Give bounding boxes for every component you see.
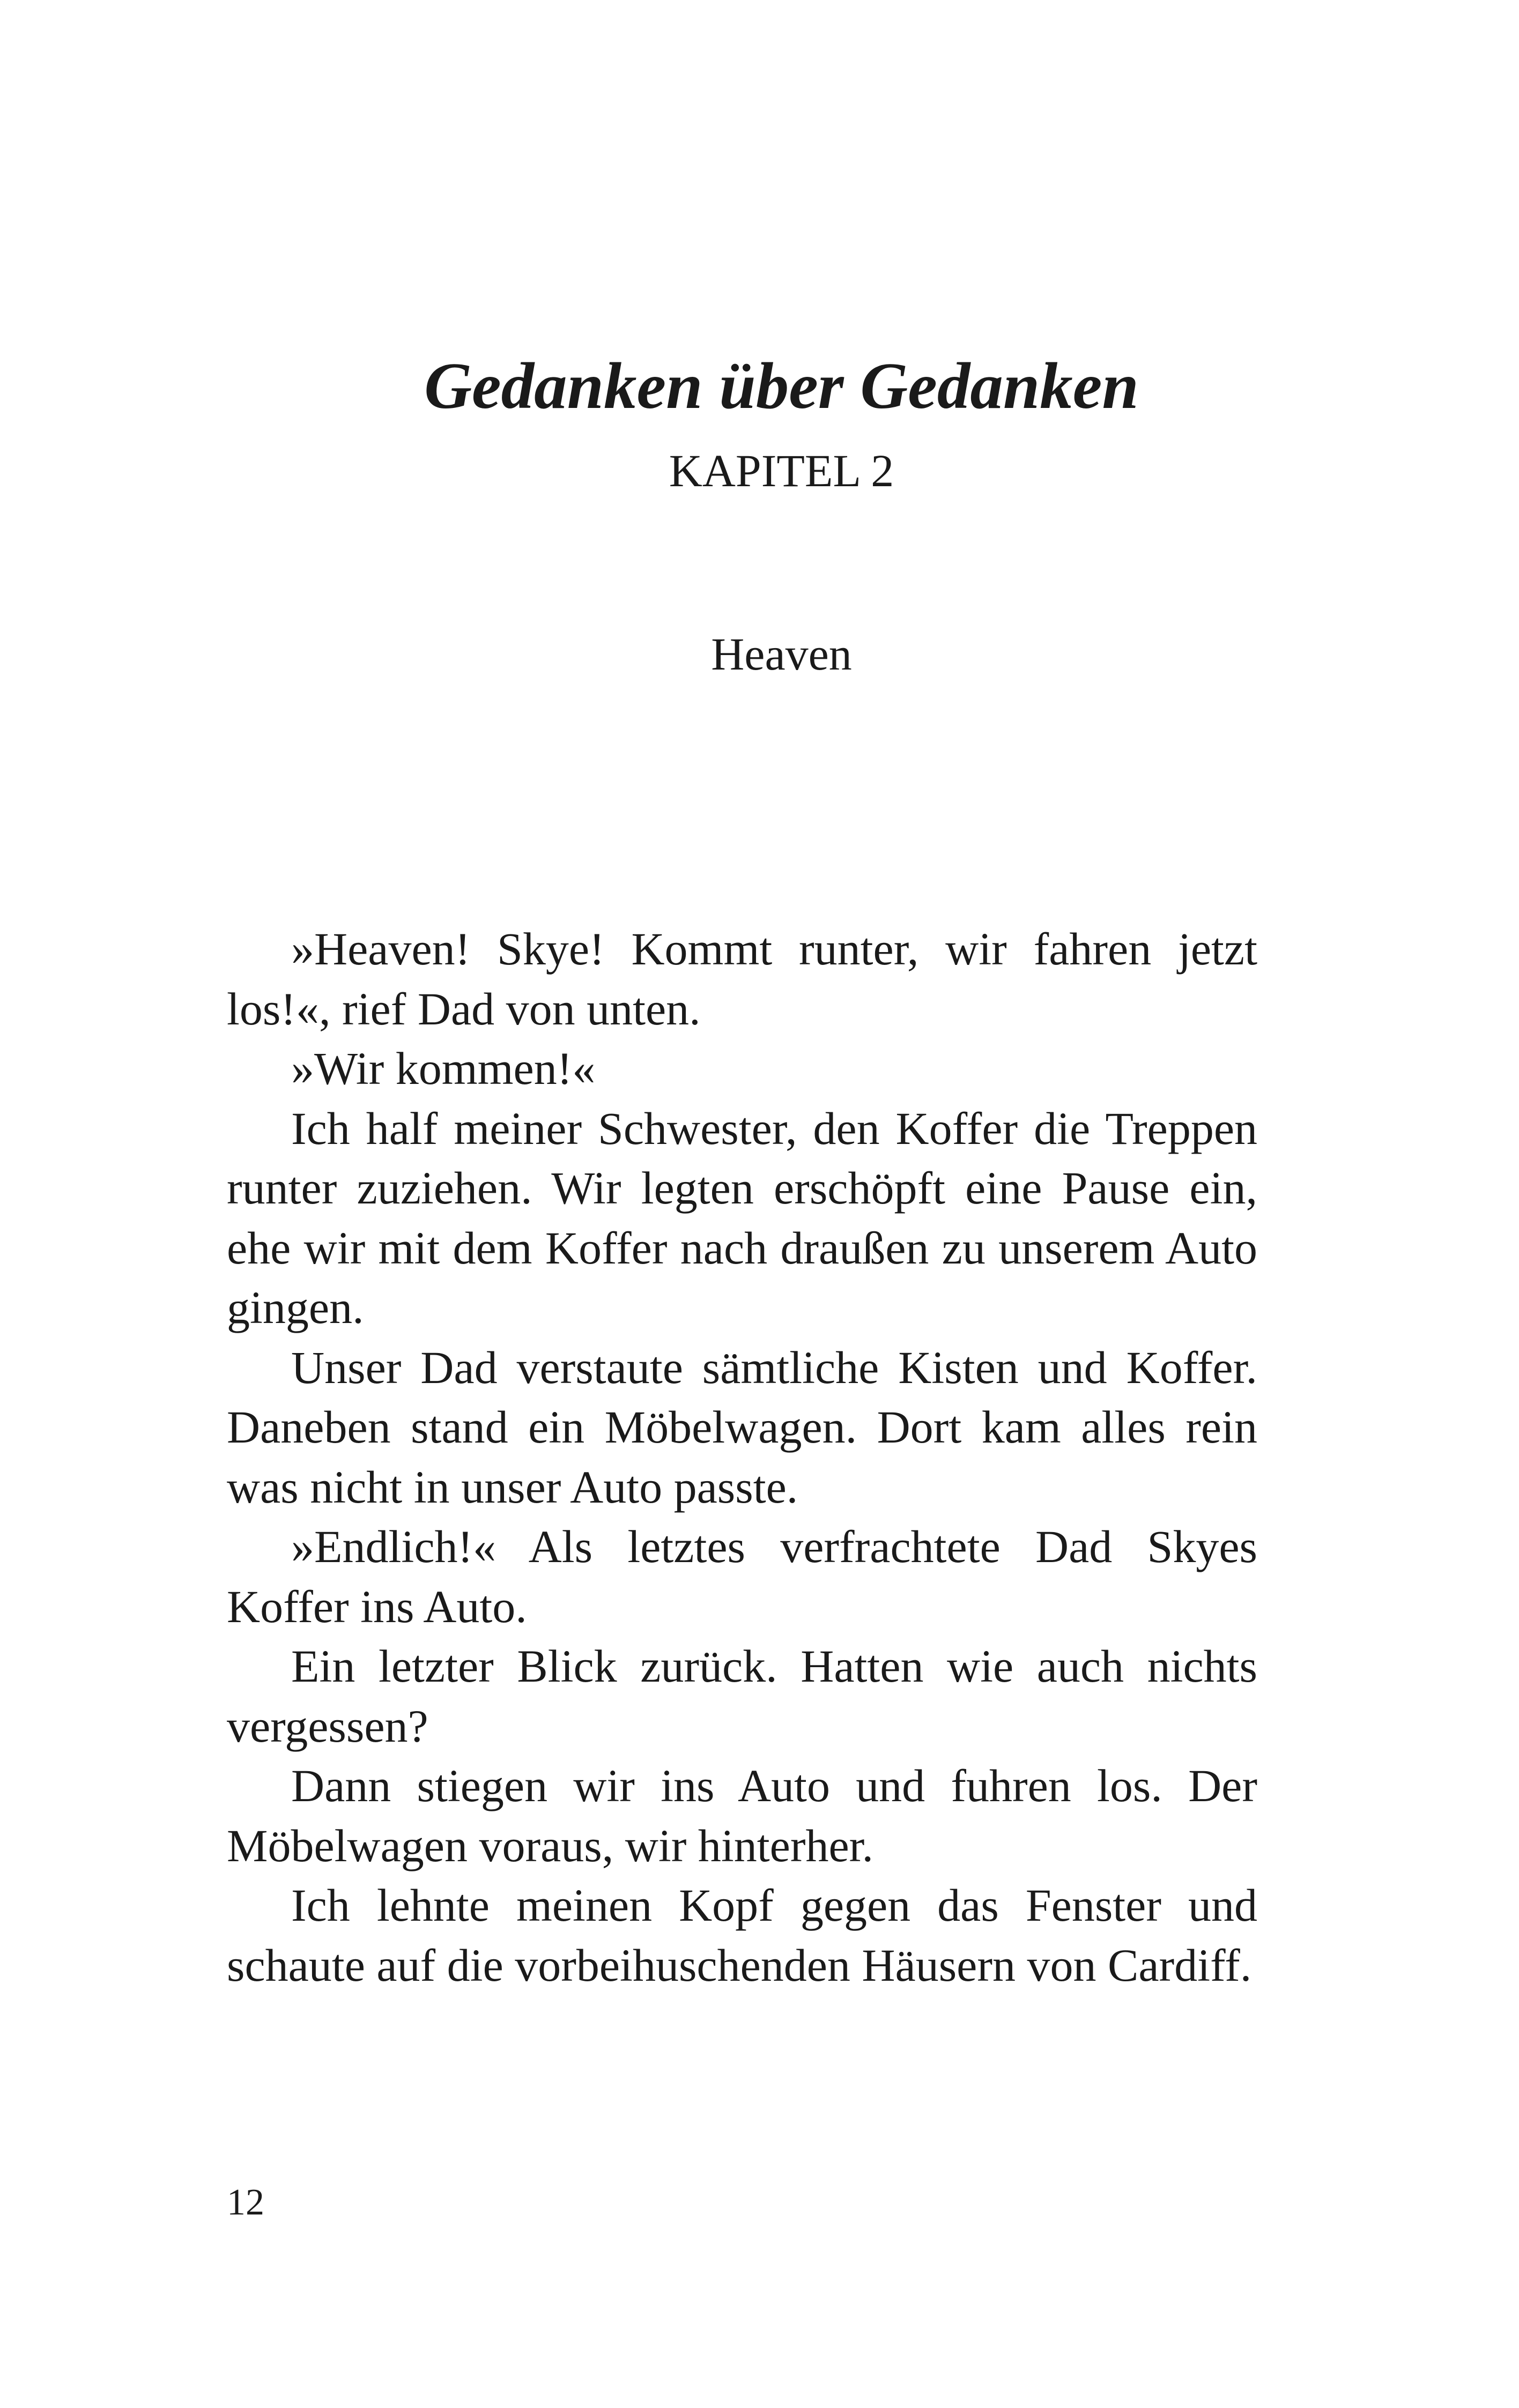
paragraph: Ein letzter Blick zurück. Hatten wie auch nichts vergessen?: [227, 1640, 1257, 1752]
chapter-name: Heaven: [711, 628, 852, 680]
book-title: Gedanken über Gedanken: [424, 349, 1139, 422]
paragraph: »Wir kommen!«: [291, 1043, 596, 1094]
page-number: 12: [227, 2182, 264, 2223]
paragraph: Dann stiegen wir ins Auto und fuhren los. Der Möbelwagen voraus, wir hinterher.: [227, 1760, 1257, 1871]
paragraph: »Heaven! Skye! Kommt runter, wir fahren jetzt los!«, rief Dad von unten.: [227, 923, 1257, 1035]
chapter-label: KAPITEL 2: [669, 445, 894, 496]
paragraph: Ich lehnte meinen Kopf gegen das Fenster und schaute auf die vorbeihuschenden Häusern von Cardiff.: [227, 1879, 1257, 1991]
chapter-body: [227, 919, 1257, 1995]
paragraph: Ich half meiner Schwester, den Koffer die Treppen runter zuziehen. Wir legten erschöpft eine Pause ein, ehe wir mit dem Koffer nach draußen zu unserem Auto gingen.: [227, 1102, 1257, 1333]
paragraph: »Endlich!« Als letztes verfrachtete Dad Skyes Koffer ins Auto.: [227, 1521, 1257, 1632]
paragraph: Unser Dad verstaute sämtliche Kisten und Koffer. Daneben stand ein Möbelwagen. Dort kam alles rein was nicht in unser Auto passte.: [227, 1341, 1257, 1513]
